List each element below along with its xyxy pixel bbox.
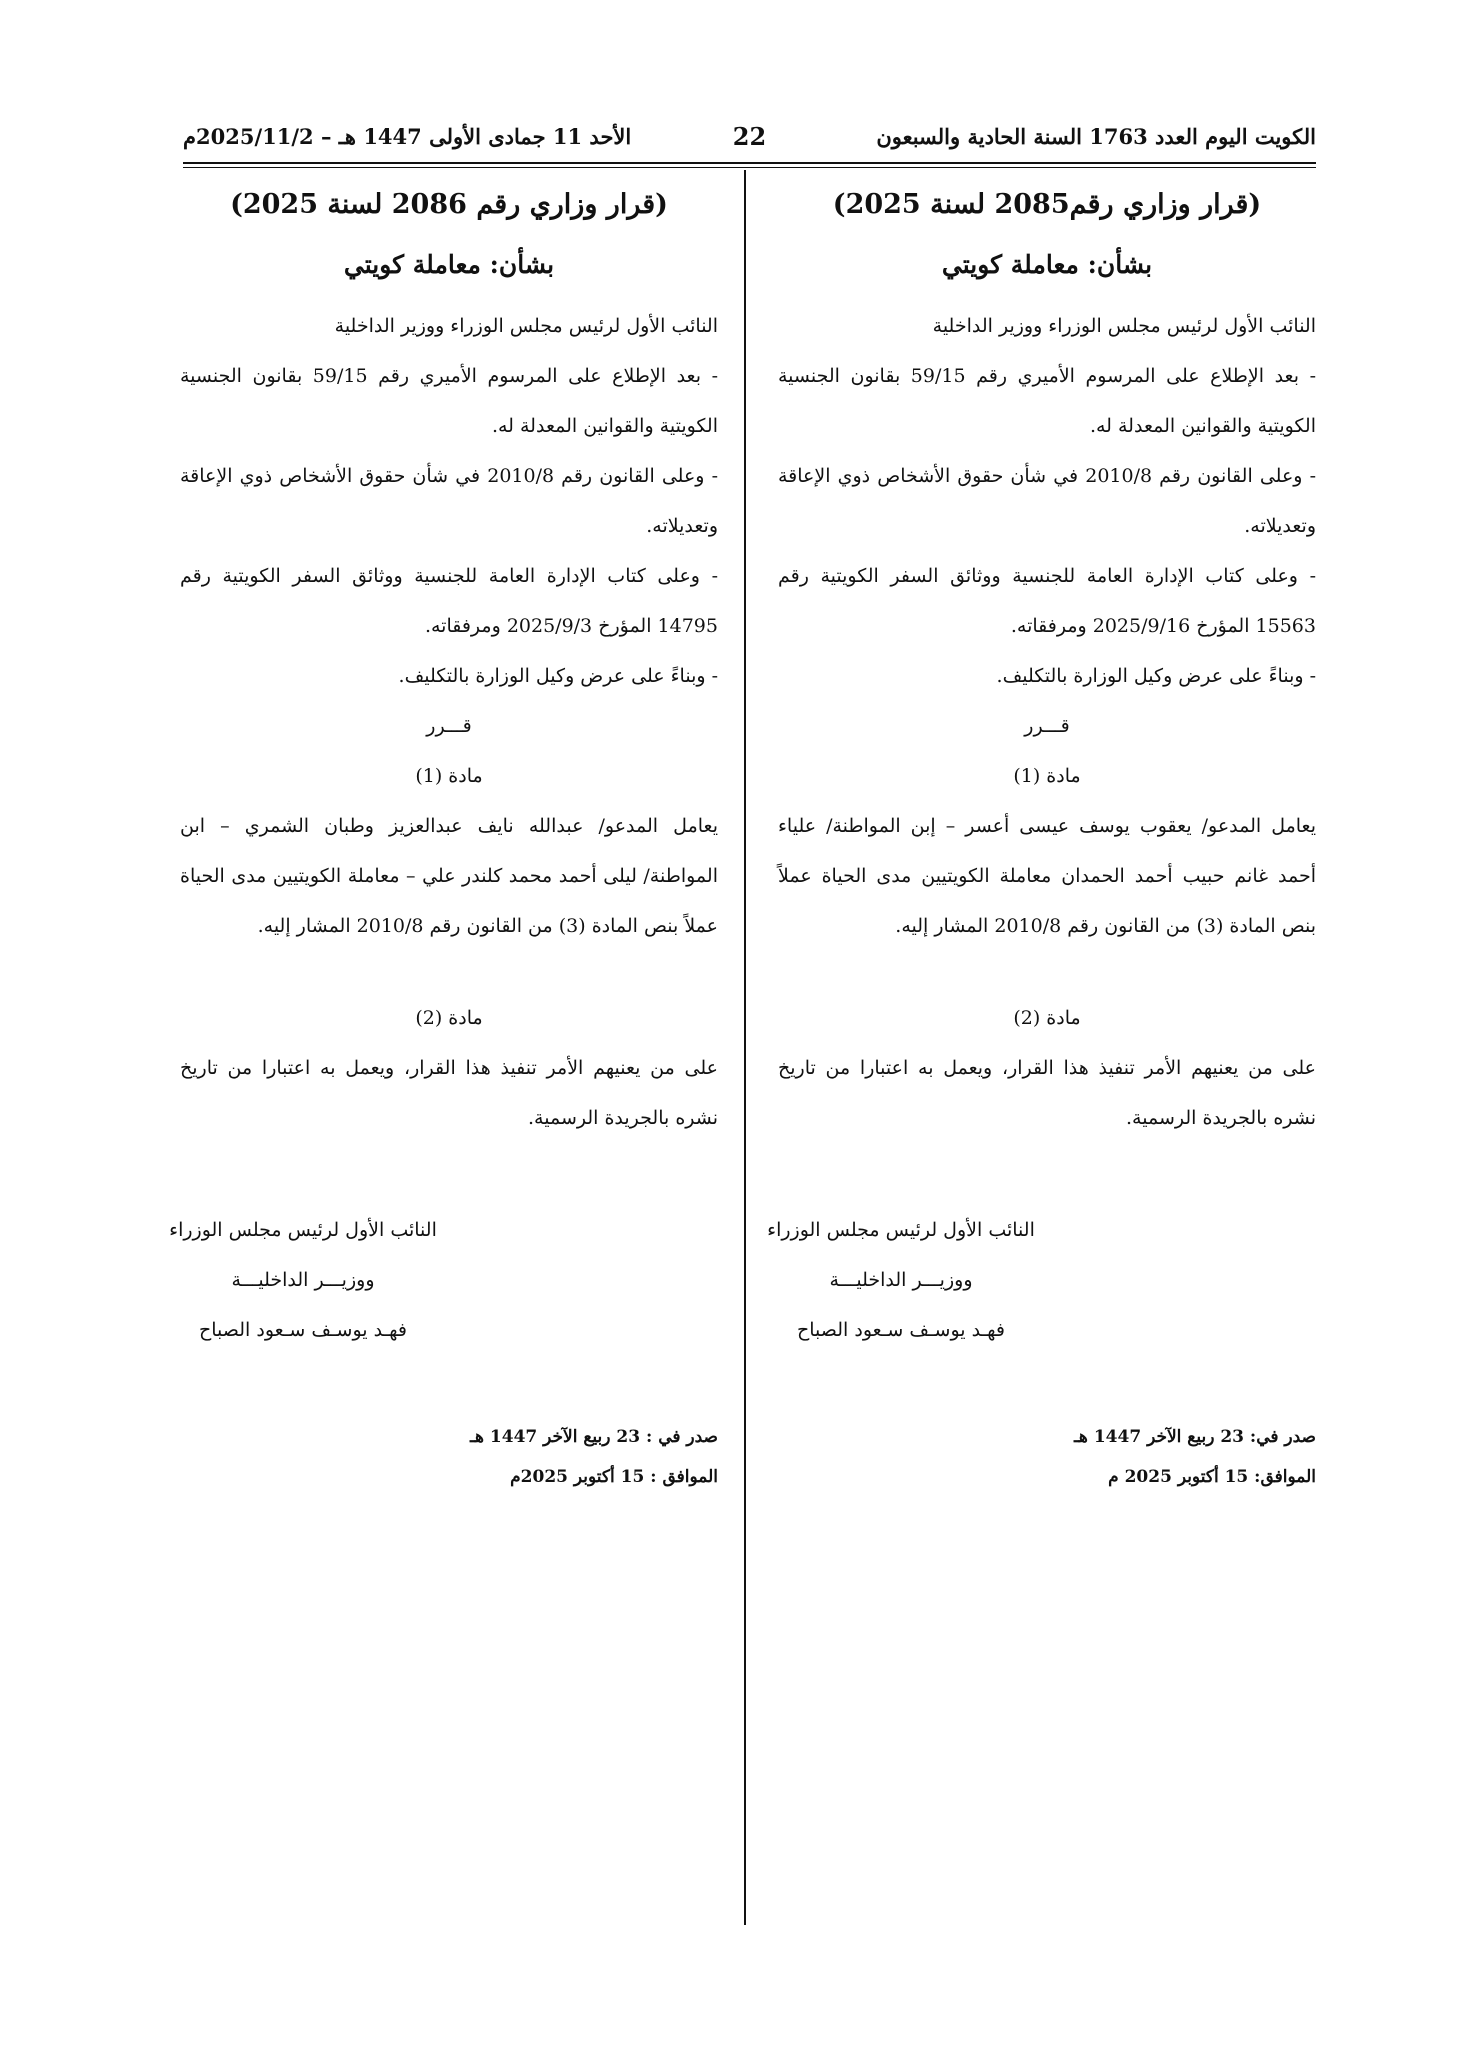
header-rule-thick [183,162,1316,164]
decree-subject: بشأن: معاملة كويتي [343,250,555,279]
decree-issuer: النائب الأول لرئيس مجلس الوزراء ووزير الداخلية [932,315,1316,337]
header-date: الأحد 11 جمادى الأولى 1447 هـ – 2025/11/2م [183,124,632,149]
decree-subject: بشأن: معاملة كويتي [941,250,1153,279]
signature-title: النائب الأول لرئيس مجلس الوزراء [767,1219,1035,1241]
header-rule-thin [183,167,1316,168]
issued-hijri-date: صدر في : 23 ربيع الآخر 1447 هـ [470,1427,718,1447]
article-1-heading: مادة (1) [415,765,483,787]
preamble-4: - وبناءً على عرض وكيل الوزارة بالتكليف. [996,665,1316,687]
article-2-text: على من يعنيهم الأمر تنفيذ هذا القرار، ويعمل به اعتبارا من تاريخ نشره بالجريدة الرسمية. [180,1057,718,1129]
article-1-heading: مادة (1) [1013,765,1081,787]
decree-issuer: النائب الأول لرئيس مجلس الوزراء ووزير الداخلية [334,315,718,337]
preamble-2: - وعلى القانون رقم 2010/8 في شأن حقوق الأشخاص ذوي الإعاقة وتعديلاته. [778,465,1316,537]
signature-block [153,1205,453,1355]
column-divider [744,170,746,1925]
signature-name: فهـد يوسـف سـعود الصباح [796,1319,1006,1341]
decree-2086 [169,185,718,1497]
article-2-heading: مادة (2) [415,1007,483,1029]
decided-heading: قـــرر [426,715,472,737]
preamble-3: - وعلى كتاب الإدارة العامة للجنسية ووثائق السفر الكويتية رقم 14795 المؤرخ 2025/9/3 ومرفقاته. [180,565,718,637]
header-page-number: 22 [732,122,767,151]
decree-2085 [767,185,1316,1497]
issued-hijri-date: صدر في: 23 ربيع الآخر 1447 هـ [1073,1427,1316,1447]
preamble-4: - وبناءً على عرض وكيل الوزارة بالتكليف. [398,665,718,687]
preamble-1: - بعد الإطلاع على المرسوم الأميري رقم 59/15 بقانون الجنسية الكويتية والقوانين المعدلة له. [180,365,718,437]
preamble-2: - وعلى القانون رقم 2010/8 في شأن حقوق الأشخاص ذوي الإعاقة وتعديلاته. [180,465,718,537]
issued-gregorian-date: الموافق : 15 أكتوبر 2025م [510,1467,718,1487]
article-2-heading: مادة (2) [1013,1007,1081,1029]
header-issue-info: الكويت اليوم العدد 1763 السنة الحادية والسبعون [876,124,1316,149]
article-1-text: يعامل المدعو/ يعقوب يوسف عيسى أعسر – إبن المواطنة/ علياء أحمد غانم حبيب أحمد الحمدان معاملة الكويتيين مدى الحياة عملاً بنص المادة (3) من القانون رقم 2010/8 المشار إليه. [778,815,1316,937]
article-1-text: يعامل المدعو/ عبدالله نايف عبدالعزيز وطبان الشمري – ابن المواطنة/ ليلى أحمد محمد كلندر علي – معاملة الكويتيين مدى الحياة عملاً بنص المادة (3) من القانون رقم 2010/8 المشار إليه. [180,815,718,937]
signature-title: النائب الأول لرئيس مجلس الوزراء [169,1219,437,1241]
preamble-3: - وعلى كتاب الإدارة العامة للجنسية ووثائق السفر الكويتية رقم 15563 المؤرخ 2025/9/16 ومرفقاته. [778,565,1316,637]
decree-title: (قرار وزاري رقم2085 لسنة 2025) [832,189,1262,220]
page-header [183,120,1316,160]
preamble-1: - بعد الإطلاع على المرسوم الأميري رقم 59/15 بقانون الجنسية الكويتية والقوانين المعدلة له. [778,365,1316,437]
issued-gregorian-date: الموافق: 15 أكتوبر 2025 م [1108,1467,1316,1487]
signature-name: فهـد يوسـف سـعود الصباح [198,1319,408,1341]
decree-title: (قرار وزاري رقم 2086 لسنة 2025) [230,189,668,220]
signature-ministry: ووزيـــر الداخليـــة [829,1269,973,1291]
decided-heading: قـــرر [1024,715,1070,737]
article-2-text: على من يعنيهم الأمر تنفيذ هذا القرار، ويعمل به اعتبارا من تاريخ نشره بالجريدة الرسمية. [778,1057,1316,1129]
signature-block [751,1205,1051,1355]
signature-ministry: ووزيـــر الداخليـــة [231,1269,375,1291]
